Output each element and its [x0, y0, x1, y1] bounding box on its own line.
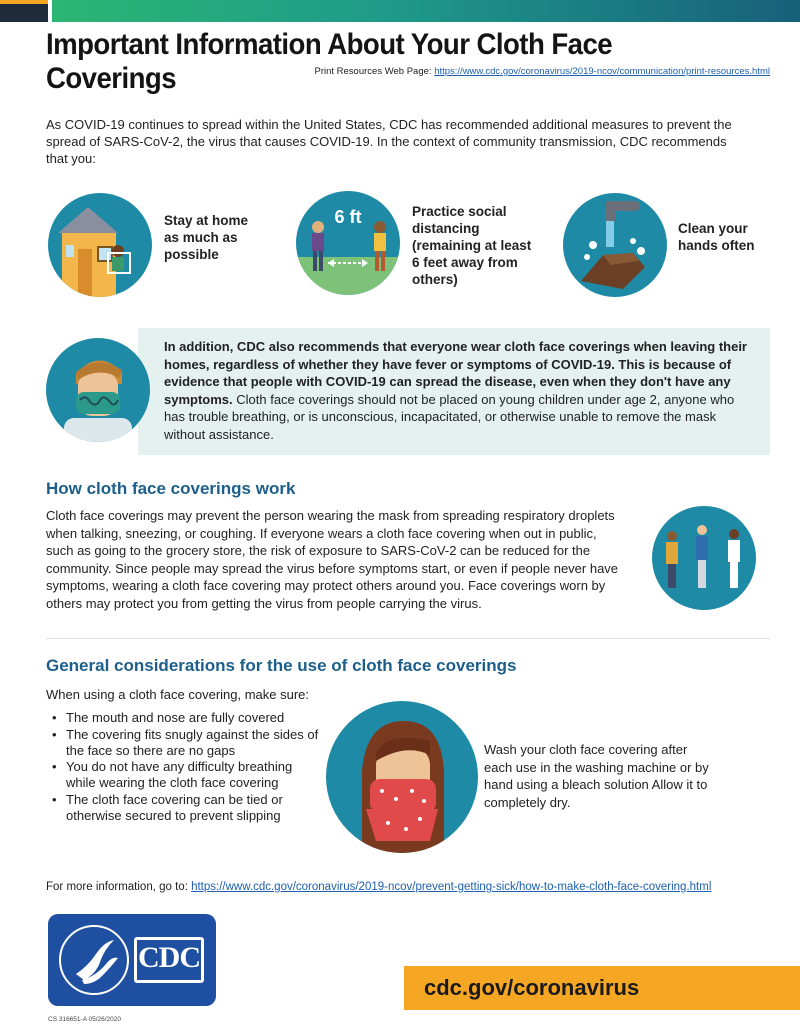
print-resources-line	[314, 66, 770, 77]
more-info-label: For more information, go to:	[46, 881, 192, 893]
callout-text	[164, 338, 754, 443]
hand-washing-icon	[563, 193, 667, 297]
masked-man-icon	[46, 338, 150, 442]
print-resources-label: Print Resources Web Page:	[314, 66, 432, 77]
more-info-line	[46, 881, 711, 893]
general-section-heading: General considerations for the use of cloth face coverings	[46, 656, 517, 675]
social-distance-icon	[296, 191, 400, 295]
considerations-list	[52, 710, 322, 825]
footer-url[interactable]: cdc.gov/coronavirus	[424, 975, 640, 1000]
hhs-seal-icon	[48, 914, 138, 1006]
how-section-body: Cloth face coverings may prevent the person wearing the mask from spreading respiratory droplets when talking, sneezing, or coughing. If everyone wears a cloth face covering when out in public, such as going to the grocery store, the risk of exposure to SARS-CoV-2 can be reduced for the community. Since people may spread the virus before symptoms start, or even if people never have symptoms, wearing a cloth face covering may protect others around you. Face coverings worn by others may protect you from getting the virus from people carrying the virus.	[46, 508, 619, 611]
page-title: Important Information About Your Cloth Face Coverings	[46, 28, 613, 95]
general-section-intro: When using a cloth face covering, make sure:	[46, 687, 310, 702]
list-item: • The cloth face covering can be tied or otherwise secured to prevent slipping	[52, 792, 322, 824]
section-divider	[46, 638, 770, 639]
callout-regular-text: Cloth face coverings should not be placed on young children under age 2, anyone who has trouble breathing, or is unconscious, incapacitated, or otherwise unable to remove the mask without assistance.	[164, 391, 735, 442]
masked-woman-icon	[326, 701, 478, 853]
top-banner-gradient	[52, 0, 800, 22]
cdc-logo-text: CDC	[138, 941, 200, 974]
document-code: CS 316651-A 05/26/2020	[48, 1016, 122, 1023]
six-feet-badge: 6 ft	[334, 207, 362, 227]
list-item: • You do not have any difficulty breathing while wearing the cloth face covering	[52, 759, 322, 791]
social-distance-text: Practice social distancing (remaining at least 6 feet away from others)	[412, 204, 532, 287]
more-info-link[interactable]: https://www.cdc.gov/coronavirus/2019-ncov/prevent-getting-sick/how-to-make-cloth-face-covering.html	[191, 881, 712, 893]
wash-hands-text: Clean your hands often	[678, 221, 755, 253]
stay-home-text: Stay at home as much as possible	[164, 213, 249, 262]
top-banner-orange-accent	[0, 0, 48, 4]
how-section-heading: How cloth face coverings work	[46, 479, 296, 498]
print-resources-link[interactable]: https://www.cdc.gov/coronavirus/2019-ncov/communication/print-resources.html	[434, 66, 770, 77]
house-icon	[48, 193, 152, 297]
intro-paragraph: As COVID-19 continues to spread within the United States, CDC has recommended additional measures to prevent the spread of SARS-CoV-2, the virus that causes COVID-19. In the context of community transmission, CDC recommends that you:	[46, 117, 732, 166]
list-item: • The covering fits snugly against the sides of the face so there are no gaps	[52, 727, 322, 759]
callout-bold-text: In addition, CDC also recommends that everyone wear cloth face coverings when leaving their homes, regardless of whether they have fever or symptoms of COVID-19. This is because of evidence that people with COVID-19 can spread the disease, even when they don't have any symptoms.	[164, 339, 747, 407]
list-item: • The mouth and nose are fully covered	[52, 710, 322, 726]
wash-instructions: Wash your cloth face covering after each use in the washing machine or by hand using a bleach solution Allow it to completely dry.	[484, 742, 709, 810]
top-banner	[0, 0, 800, 22]
people-masks-icon	[652, 506, 756, 610]
